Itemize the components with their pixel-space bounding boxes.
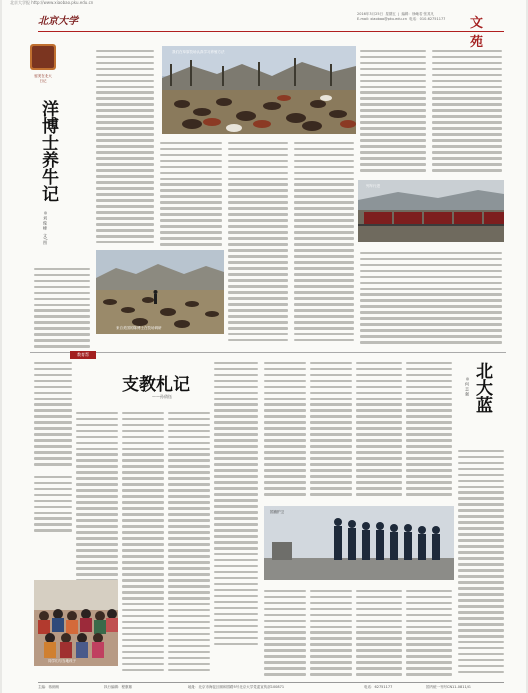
- ranch-photo: [96, 250, 224, 334]
- article3-column-1: [264, 358, 306, 498]
- article1-byline: ◎刘俊峰 文/图: [43, 210, 48, 246]
- article2-column-3: [168, 408, 210, 678]
- article1-column-4: [228, 138, 288, 344]
- masthead: [38, 8, 498, 50]
- column-banner: 教育帮: [70, 351, 96, 359]
- article2-column-0: [34, 472, 72, 532]
- article2-column-4: [214, 358, 258, 678]
- article3-column-5: [264, 586, 306, 678]
- article2-byline: ——孙倩钰: [152, 394, 172, 399]
- cattle-herd-photo: [162, 46, 356, 134]
- article3-column-6: [310, 586, 352, 678]
- article3-column-3: [356, 358, 402, 498]
- photo-caption-guard: 国旗护卫: [270, 510, 284, 514]
- article3-column-7: [356, 586, 402, 678]
- column-stamp-label: 留美在北大 日记: [34, 74, 52, 83]
- top-url-strip: 北京大学报 http://www.xiaobao.pku.edu.cn: [10, 0, 94, 5]
- article3-column-9: [458, 446, 504, 678]
- train-photo: [358, 180, 504, 242]
- photo-caption-class: 同学们与当地孩子: [48, 659, 76, 663]
- photo-caption-train: 列车行进: [366, 184, 380, 188]
- article3-byline: ◎何志强: [465, 376, 470, 397]
- article1-column-5: [294, 138, 354, 344]
- footer-phone: 电话：62751177: [364, 685, 393, 689]
- article2-column-2: [122, 408, 164, 678]
- flag-guard-photo: [264, 506, 454, 580]
- classroom-photo: [34, 580, 118, 666]
- article3-column-8: [406, 586, 452, 678]
- column-stamp-icon: [30, 44, 56, 70]
- photo-caption-top: 我们在草原牧场认真学习养殖方法: [172, 50, 225, 54]
- footer-address: 地址：北京市海淀区颐和园路5号北京大学党委宣传部100871: [188, 685, 285, 689]
- article1-column-1: [34, 264, 90, 350]
- section-divider: [30, 352, 506, 353]
- newspaper-logo: 北京大学: [38, 16, 78, 27]
- photo-caption-mid: 来自美国的陈博士在牧场调研: [116, 326, 162, 330]
- article3-title: 北大蓝: [472, 362, 492, 413]
- article1-column-2: [96, 46, 154, 246]
- article1-column-6: [360, 46, 426, 174]
- footer-issue: 国内统一刊号CN11-0811/G: [426, 685, 471, 689]
- footer-editor: 执行编辑：程康雄: [104, 685, 132, 689]
- newspaper-page: [2, 0, 526, 693]
- footer-chief-editor: 主编：蒋朗朗: [38, 685, 59, 689]
- article2-title: 支教札记: [122, 375, 190, 395]
- article1-title: 洋博士养牛记: [38, 100, 58, 202]
- page-footer: [38, 682, 504, 690]
- article1-column-8: [360, 248, 502, 346]
- article2-intro: [34, 358, 72, 468]
- masthead-info: 2016年3月25日 星期五 | 编辑：徐岫若 张其凡 E-mail: xiaobao@pku.edu.cn 电话：010-62751177: [357, 12, 446, 21]
- article1-column-3: [160, 138, 222, 246]
- masthead-rule: [38, 31, 504, 32]
- article3-column-4: [406, 358, 452, 498]
- article3-column-2: [310, 358, 352, 498]
- article1-column-7: [432, 46, 502, 174]
- section-title: 文 苑: [470, 16, 484, 50]
